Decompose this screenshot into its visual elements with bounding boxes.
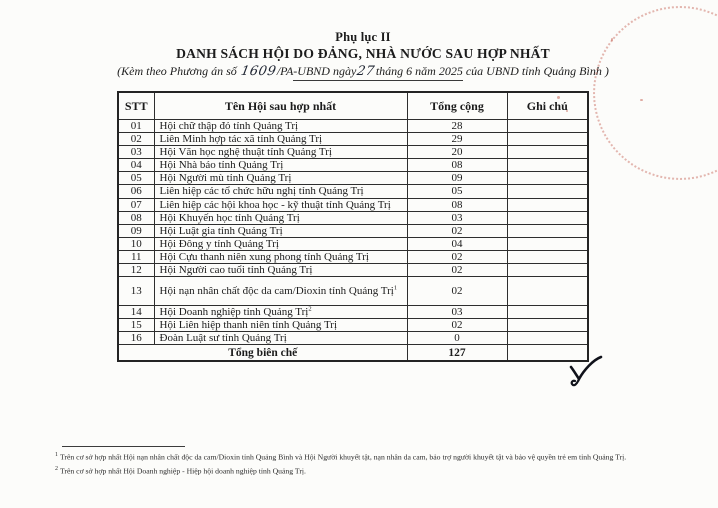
row-note-cell: [507, 146, 588, 159]
table-row: [118, 211, 588, 224]
association-table: [117, 91, 589, 362]
table-row: [118, 159, 588, 172]
row-stt-cell: 04: [118, 159, 154, 172]
table-header: [118, 92, 588, 120]
subtitle-part3: -UBND ngày: [293, 64, 357, 78]
row-name-cell: Hội Doanh nghiệp tỉnh Quảng Trị$^2$: [154, 306, 407, 319]
subtitle-part1: (Kèm theo Phương án số: [117, 64, 240, 78]
row-stt-cell: 13: [118, 277, 154, 306]
row-note-cell: [507, 264, 588, 277]
table-row: [118, 306, 588, 319]
row-total-cell: 02: [407, 277, 507, 306]
row-stt-cell: 14: [118, 306, 154, 319]
table-header-row: [118, 92, 588, 120]
table-row: [118, 332, 588, 345]
total-value: 127: [407, 345, 507, 362]
row-name-cell: Hội nạn nhân chất độc da cam/Dioxin tỉnh Quảng Trị$^1$: [154, 277, 407, 306]
table-row: [118, 185, 588, 198]
row-total-cell: 28: [407, 120, 507, 133]
row-stt-cell: 01: [118, 120, 154, 133]
footnote-marker: 2: [308, 305, 312, 313]
subtitle-part4: tháng 6 năm 2025: [375, 64, 463, 78]
table-row: [118, 237, 588, 250]
footnote-1: [55, 452, 700, 462]
row-name-cell: Hội Văn học nghệ thuật tỉnh Quảng Trị: [154, 146, 407, 159]
row-name-cell: Hội Luật gia tỉnh Quảng Trị: [154, 224, 407, 237]
col-header-name: Tên Hội sau hợp nhất: [154, 92, 407, 120]
row-total-cell: 02: [407, 319, 507, 332]
row-name-cell: Hội Nhà báo tỉnh Quảng Trị: [154, 159, 407, 172]
footnotes: [55, 452, 700, 480]
table-footer: [118, 345, 588, 362]
appendix-label: Phụ lục II: [335, 30, 391, 44]
row-name-cell: Liên hiệp các tổ chức hữu nghị tỉnh Quảng Trị: [154, 185, 407, 198]
row-note-cell: [507, 211, 588, 224]
row-stt-cell: 06: [118, 185, 154, 198]
handwritten-checkmark-icon: [565, 354, 609, 392]
row-total-cell: 02: [407, 250, 507, 263]
row-note-cell: [507, 277, 588, 306]
document-header: [10, 30, 716, 79]
table-row: [118, 198, 588, 211]
row-stt-cell: 15: [118, 319, 154, 332]
row-name-cell: Hội Người cao tuổi tỉnh Quảng Trị: [154, 264, 407, 277]
total-row: [118, 345, 588, 362]
row-stt-cell: 03: [118, 146, 154, 159]
row-name-cell: Liên Minh hợp tác xã tỉnh Quảng Trị: [154, 133, 407, 146]
table-row: [118, 319, 588, 332]
table-row: [118, 277, 588, 306]
handwritten-number: 1609: [239, 64, 278, 79]
row-stt-cell: 08: [118, 211, 154, 224]
row-total-cell: 0: [407, 332, 507, 345]
page-title: DANH SÁCH HỘI DO ĐẢNG, NHÀ NƯỚC SAU HỢP NHẤT: [176, 46, 550, 61]
row-total-cell: 03: [407, 211, 507, 224]
stamp-speck-icon: [640, 99, 643, 101]
row-total-cell: 08: [407, 159, 507, 172]
row-stt-cell: 05: [118, 172, 154, 185]
row-name-cell: Hội Khuyến học tỉnh Quảng Trị: [154, 211, 407, 224]
row-name-cell: Hội chữ thập đỏ tỉnh Quảng Trị: [154, 120, 407, 133]
row-note-cell: [507, 185, 588, 198]
row-note-cell: [507, 306, 588, 319]
row-total-cell: 04: [407, 237, 507, 250]
row-note-cell: [507, 133, 588, 146]
row-name-cell: Hội Người mù tỉnh Quảng Trị: [154, 172, 407, 185]
table-row: [118, 133, 588, 146]
col-header-total: Tổng cộng: [407, 92, 507, 120]
footnote-2-text: Trên cơ sở hợp nhất Hội Doanh nghiệp - Hiệp hội doanh nghiệp tỉnh Quảng Trị.: [60, 466, 306, 476]
row-total-cell: 20: [407, 146, 507, 159]
subtitle-underlined: [293, 64, 463, 81]
col-header-note: Ghi chú: [507, 92, 588, 120]
table-body: [118, 120, 588, 345]
row-name-cell: Hội Cựu thanh niên xung phong tỉnh Quảng Trị: [154, 250, 407, 263]
subtitle: [10, 64, 716, 79]
row-note-cell: [507, 237, 588, 250]
footnote-1-marker: 1: [55, 452, 58, 458]
row-stt-cell: 07: [118, 198, 154, 211]
handwritten-day: 27: [355, 64, 377, 79]
row-note-cell: [507, 250, 588, 263]
subtitle-part2: /PA: [276, 64, 294, 78]
row-stt-cell: 12: [118, 264, 154, 277]
total-label: Tổng biên chế: [118, 345, 407, 362]
col-header-stt: STT: [118, 92, 154, 120]
row-name-cell: Hội Liên hiệp thanh niên tỉnh Quảng Trị: [154, 319, 407, 332]
subtitle-part5: của UBND tỉnh Quảng Bình ): [462, 64, 609, 78]
row-note-cell: [507, 198, 588, 211]
row-total-cell: 02: [407, 264, 507, 277]
row-total-cell: 29: [407, 133, 507, 146]
table-row: [118, 224, 588, 237]
footnote-2: [55, 466, 700, 476]
row-stt-cell: 02: [118, 133, 154, 146]
table-row: [118, 146, 588, 159]
row-stt-cell: 11: [118, 250, 154, 263]
table-row: [118, 172, 588, 185]
footnote-separator: [62, 446, 185, 447]
table-row: [118, 120, 588, 133]
row-total-cell: 03: [407, 306, 507, 319]
row-total-cell: 08: [407, 198, 507, 211]
row-name-cell: Liên hiệp các hội khoa học - kỹ thuật tỉnh Quảng Trị: [154, 198, 407, 211]
footnote-1-text: Trên cơ sở hợp nhất Hội nạn nhân chất độc da cam/Dioxin tỉnh Quảng Bình và Hội Người khuyết tật, nạn nhân da cam, bảo trợ người khuyết tật và bảo vệ quyền trẻ em tỉnh Quảng Trị.: [60, 452, 627, 462]
row-note-cell: [507, 224, 588, 237]
footnote-marker: 1: [393, 284, 398, 292]
row-note-cell: [507, 319, 588, 332]
table-row: [118, 250, 588, 263]
row-stt-cell: 10: [118, 237, 154, 250]
row-name-cell: Hội Đông y tỉnh Quảng Trị: [154, 237, 407, 250]
row-note-cell: [507, 159, 588, 172]
row-total-cell: 09: [407, 172, 507, 185]
row-note-cell: [507, 172, 588, 185]
row-total-cell: 02: [407, 224, 507, 237]
row-total-cell: 05: [407, 185, 507, 198]
row-note-cell: [507, 120, 588, 133]
row-stt-cell: 16: [118, 332, 154, 345]
table-row: [118, 264, 588, 277]
row-note-cell: [507, 332, 588, 345]
row-name-cell: Đoàn Luật sư tỉnh Quảng Trị: [154, 332, 407, 345]
footnote-2-marker: 2: [55, 466, 58, 473]
row-stt-cell: 09: [118, 224, 154, 237]
